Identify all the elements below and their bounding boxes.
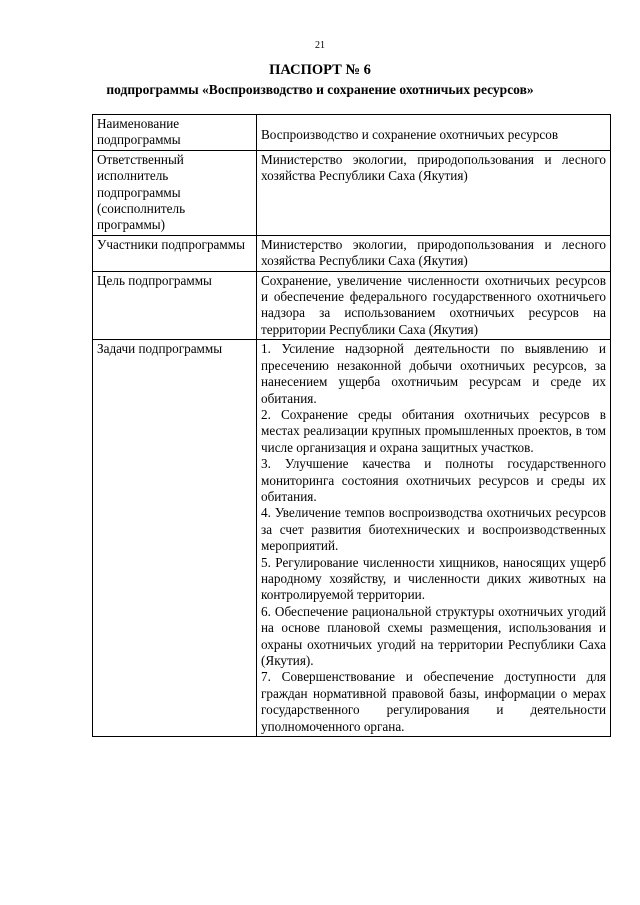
task-item: 6. Обеспечение рациональной структуры охотничьих угодий на основе плановой схемы размещения, использования и охраны охотничьих угодий на территории Республики Саха (Якутия).	[261, 603, 606, 668]
value-responsible-executor: Министерство экологии, природопользования и лесного хозяйства Республики Саха (Якутия)	[257, 150, 611, 235]
label-goal: Цель подпрограммы	[93, 271, 257, 340]
passport-table	[92, 114, 611, 737]
table-row-tasks	[93, 340, 611, 737]
page-number: 21	[315, 40, 325, 51]
document-title: ПАСПОРТ № 6	[269, 62, 371, 78]
label-responsible-executor: Ответственный исполнитель подпрограммы (соисполнитель программы)	[93, 150, 257, 235]
label-subprogram-name: Наименование подпрограммы	[93, 115, 257, 151]
table-row-name	[93, 115, 611, 151]
table-row-goal	[93, 271, 611, 340]
table-row-executor	[93, 150, 611, 235]
task-item: 7. Совершенствование и обеспечение доступности для граждан нормативной правовой базы, информации о мерах государственного регулирования и деятельности уполномоченного органа.	[261, 669, 606, 734]
task-item: 2. Сохранение среды обитания охотничьих ресурсов в местах реализации крупных промышленных проектов, в том числе организация и охрана защитных участков.	[261, 406, 606, 455]
value-participants: Министерство экологии, природопользования и лесного хозяйства Республики Саха (Якутия)	[257, 235, 611, 271]
task-item: 1. Усиление надзорной деятельности по выявлению и пресечению незаконной добычи охотничьих ресурсов, за нанесением ущерба охотничьим ресурсам и среде их обитания.	[261, 341, 606, 406]
task-item: 4. Увеличение темпов воспроизводства охотничьих ресурсов за счет развития биотехнических и воспроизводственных мероприятий.	[261, 505, 606, 554]
task-item: 5. Регулирование численности хищников, наносящих ущерб народному хозяйству, и численности диких животных на контролируемой территории.	[261, 554, 606, 603]
label-participants: Участники подпрограммы	[93, 235, 257, 271]
document-subtitle: подпрограммы «Воспроизводство и сохранение охотничьих ресурсов»	[106, 82, 534, 97]
value-goal: Сохранение, увеличение численности охотничьих ресурсов и обеспечение федерального государственного охотничьего надзора за использованием охотничьих ресурсов на территории Республики Саха (Якутия)	[257, 271, 611, 340]
label-tasks: Задачи подпрограммы	[93, 340, 257, 737]
value-subprogram-name: Воспроизводство и сохранение охотничьих ресурсов	[257, 115, 611, 151]
value-tasks	[257, 340, 611, 737]
task-item: 3. Улучшение качества и полноты государственного мониторинга состояния охотничьих ресурсов и среды их обитания.	[261, 456, 606, 504]
table-row-participants	[93, 235, 611, 271]
